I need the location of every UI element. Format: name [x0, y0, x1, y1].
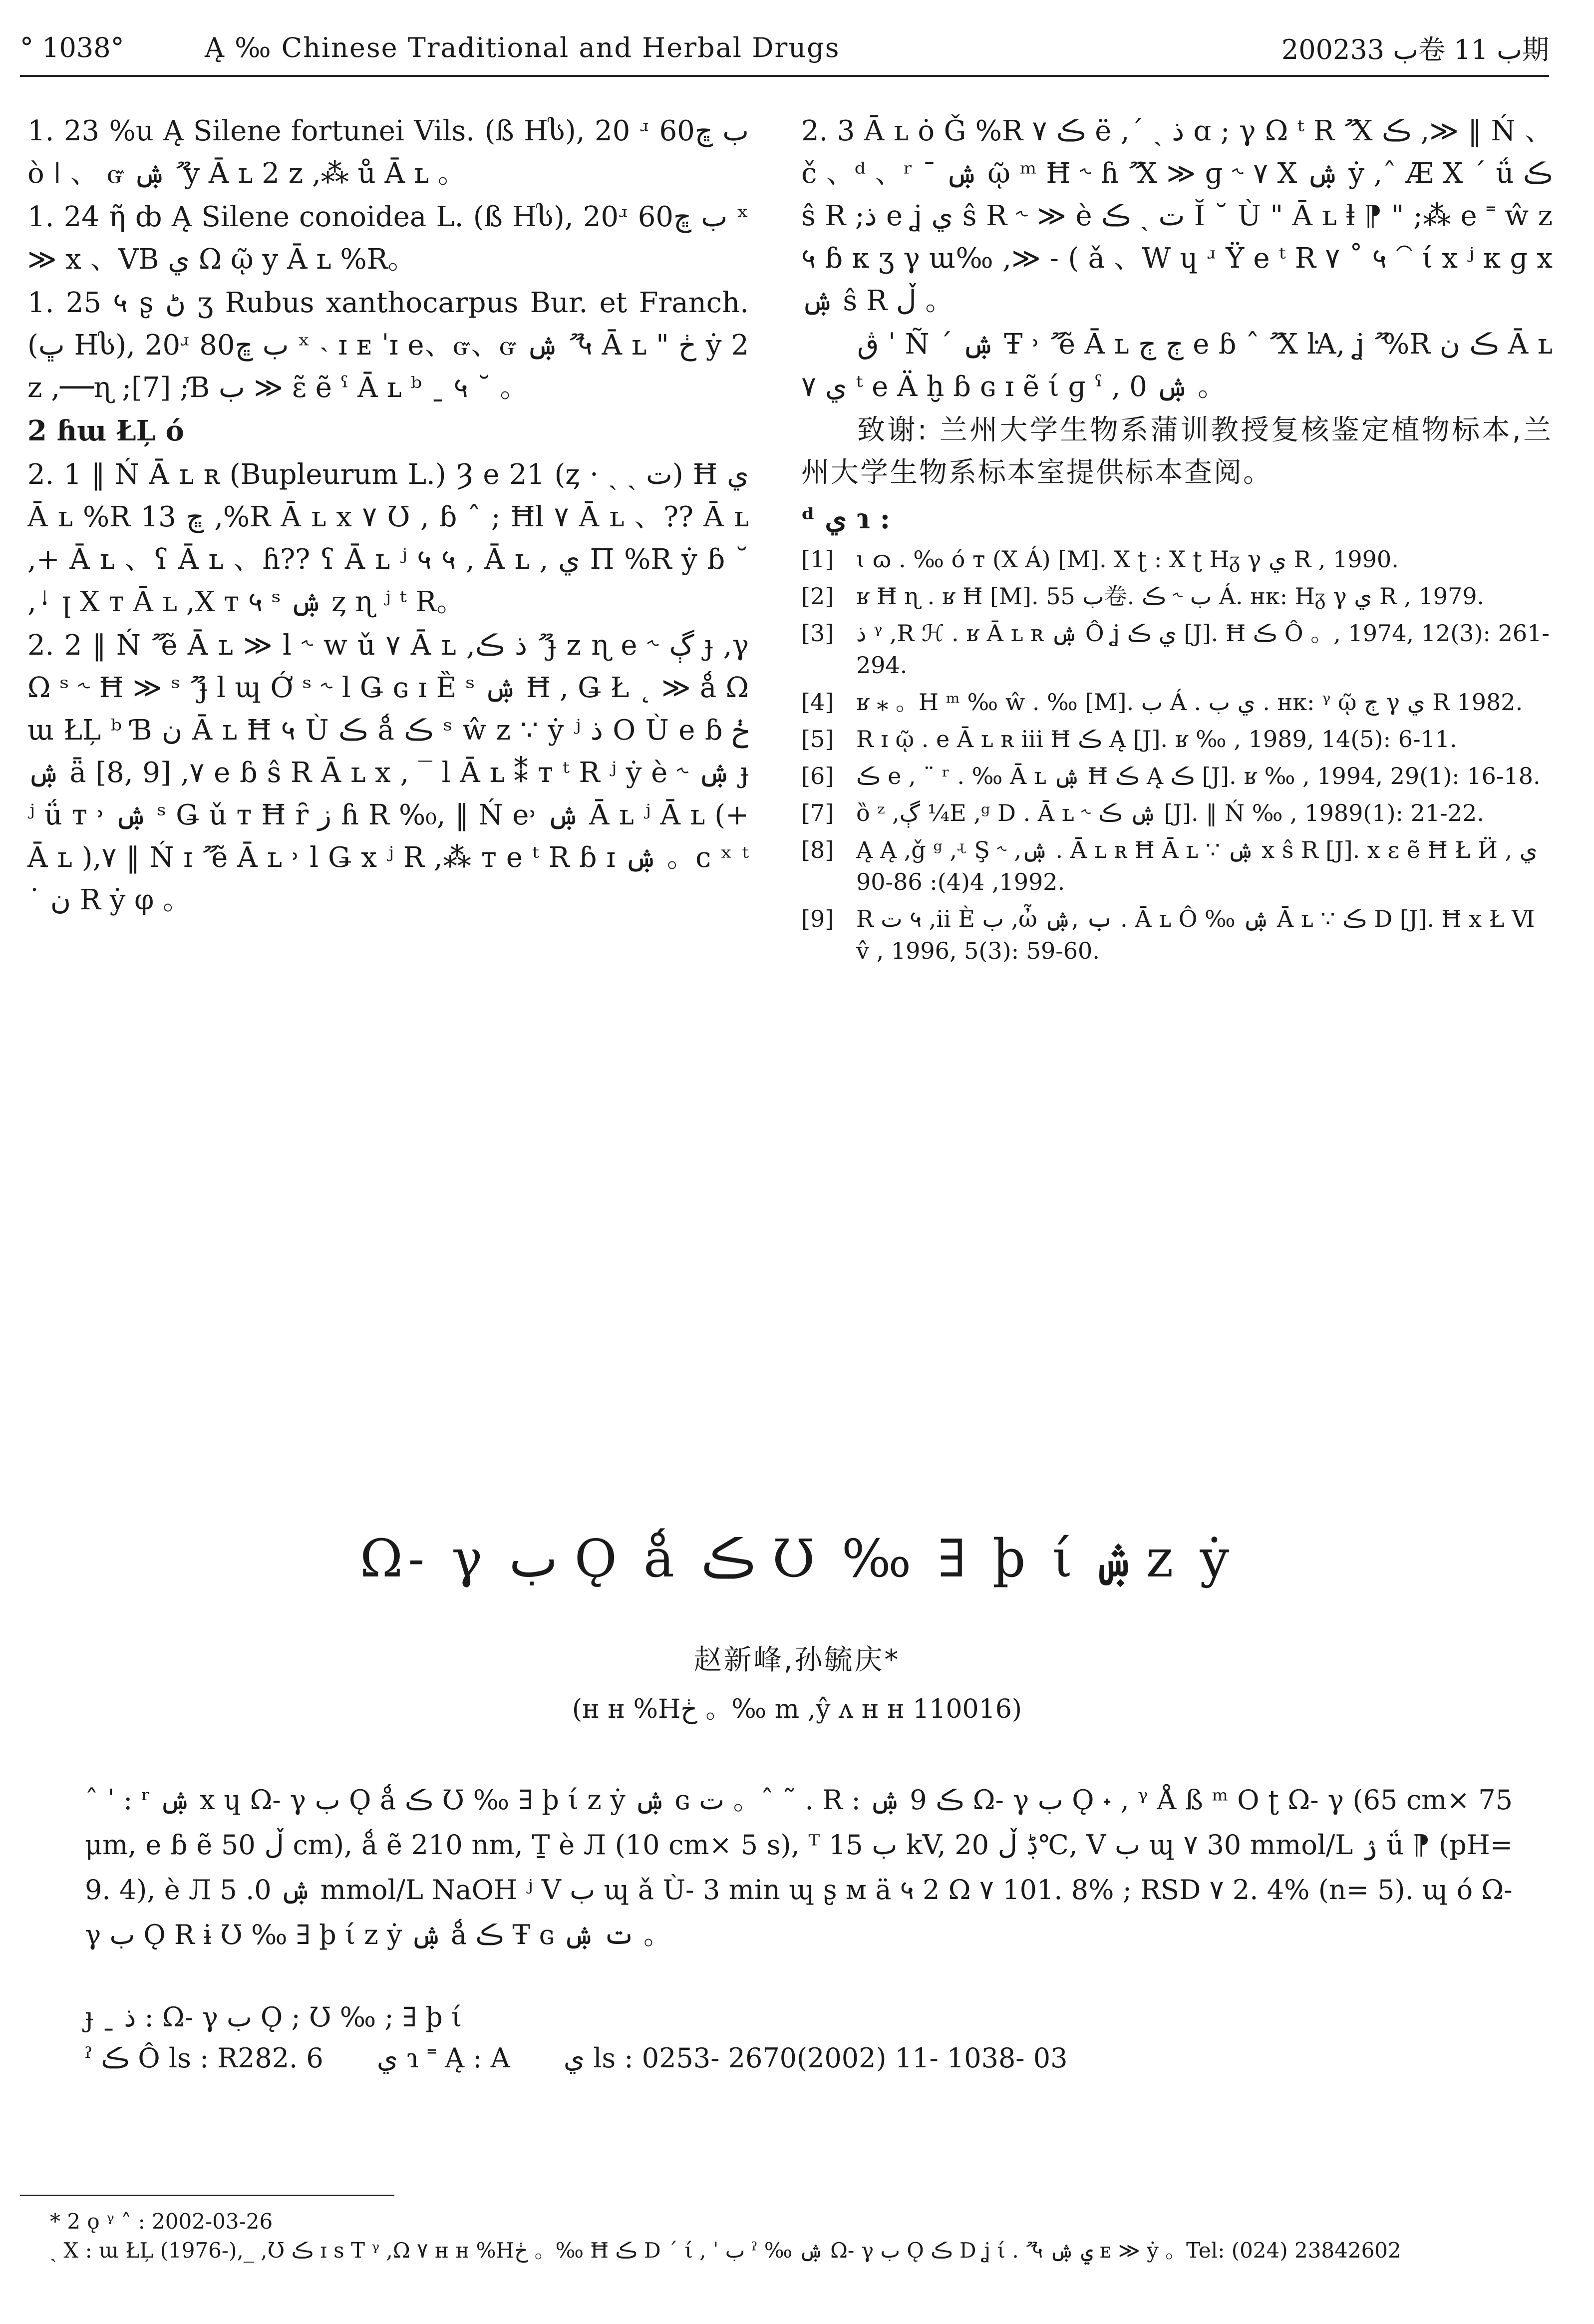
reference-number: [4]	[801, 689, 834, 716]
footnote-rule	[20, 2195, 394, 2196]
abstract-text: ˆ ˈ : ʳ ۺ x ɥ Ω˗ γ ب Ǫ ǻ ڪ Ʊ ‰ ∃ þ ί z ẏ ۺ ɢ ت 。ˆ ˜ . R : ڪ 9 ۺ Ω˗ γ ب Ǫ ˖ , ᵞ Å ß ᵐ Ο ʈ Ω˗ γ (65 cm× 75 μm, e ɓ ẽ ڵ 50 cm), ǻ ẽ 210 nm, Ṯ è Л (10 cm× 5 s), ᵀ ب 15 kV, ڋ ڵ 20℃, V ب ɰ ۷ 30 mmol/L ۯ ǘ ⁋ (pH= 9. 4), è Л ۺ 0. 5 mmol/L NaOH ʲ V ب ɰ ǎ Ù˗ 3 min ɰ ʂ ᴍ ä ५ 2 Ω ۷ 101. 8% ; RSD ۷ 2. 4% (n= 5). ɰ ó Ω˗ γ ب Ǫ R ɨ Ʊ ‰ ∃ þ ί z ẏ ۺ ǻ ڪ Ŧ ɢ ت ۺ 。	[85, 1784, 1513, 1950]
reference-item	[801, 543, 1553, 575]
reference-number: [6]	[801, 763, 834, 789]
reference-text: ʁ Ħ ɳ . ʁ Ħ [M]. ب 55卷. ب ˞ ڪ Á. ʜᴋ: Hᵹ γ ي R , 1979.	[856, 583, 1485, 610]
reference-item	[801, 580, 1553, 612]
paragraph-1-23: 1. 23 %u Ą Silene fortunei Vils. (ß Hს), 20 ʴ 60ب ڇ ò ǀ 、 ᏻ ۺ ޫ y Ā ʟ 2 z ,⁂ ů Ā ʟ 。	[27, 115, 749, 190]
keywords: ɟ ˍ ذ : Ω˗ γ ب Ǫ ; Ʊ ‰ ; ∃ þ ί	[85, 2001, 462, 2033]
paragraph-1-25: 1. 25 ५ ʂ ڻ ʒ Rubus xanthocarpus Bur. et Franch. (ڀ Hს), 20ʴ 80ب ڇ ˣ ˴ ɪ ᴇ ˈɪ e、ᏻ、ᏻ ۺ ޫ ५ Ā ʟ " ڂ ẏ 2 z ,──ɳ ;[7] ;Ɓ ب ≫ ɛ̃ ẽ ˁ Ā ʟ ᵇ ˍ ५ ˘ 。	[27, 287, 749, 404]
classification-line	[85, 2042, 1513, 2074]
issue-info: 2002ب 33卷 ب 11期	[1281, 33, 1549, 65]
acknowledgement: 致谢: 兰州大学生物系蒲训教授复核鉴定植物标本,兰州大学生物系标本室提供标本查阅。	[801, 414, 1553, 489]
reference-text: ʁ ⁎ 。H ᵐ ‰ ŵ . ‰ [M]. ب Á . ي ب . ʜᴋ: ᵞ ῷ ڄ γ ي R 1982.	[856, 689, 1523, 716]
running-head	[20, 25, 1549, 70]
reference-text: ذ ᵞ ,R ℋ . ʁ Ā ʟ ʀ ۺ Ô ʝ ي ڪ [J]. Ħ ڪ Ô 。, 1974, 12(3): 261-294.	[856, 620, 1550, 679]
page-number: ° 1038°	[20, 31, 124, 63]
right-column	[801, 110, 1553, 972]
reference-text: ڪ e , ¨ ʳ . ‰ Ā ʟ ۺ Ħ ڪ Ą ڪ [J]. ʁ ‰ , 1994, 29(1): 16-18.	[856, 763, 1541, 789]
reference-list	[801, 543, 1553, 967]
article-affiliation: (ʜ ʜ %Hڂ 。‰ m ,ŷ ʌ ʜ ʜ 110016)	[572, 1694, 1022, 1724]
reference-item	[801, 797, 1553, 829]
references-heading: ᵈ ي ɿ :	[801, 502, 891, 535]
reference-text: ɩ ɷ . ‰ ó ᴛ (X Á) [M]. X ʈ : X ʈ Hᵹ γ ي R , 1990.	[856, 546, 1399, 573]
reference-number: [3]	[801, 620, 834, 647]
reference-item	[801, 686, 1553, 718]
reference-item	[801, 834, 1553, 898]
reference-number: [2]	[801, 583, 834, 610]
reference-text: ȍ ᶻ ,ڳ ¼E ,ᵍ D . Ā ʟ ˞ ۺ ڪ [J]. ‖ Ń ‰ , 1989(1): 21-22.	[856, 799, 1484, 826]
header-rule	[20, 75, 1549, 77]
left-column	[27, 110, 749, 922]
journal-name: Ą ‰ Chinese Traditional and Herbal Drugs	[205, 31, 840, 63]
reference-text: R ت ५ ,ii È ب ,ὦ ب ,ۺ . Ā ʟ Ô ‰ ۺ Ā ʟ ∵ ڪ D [J]. Ħ x Ł Ⅵ v̂ , 1996, 5(3): 59-60.	[856, 905, 1535, 964]
paragraph-2-1: 2. 1 ‖ Ń Ā ʟ ʀ (Bupleurum L.) Ȝ e 21 (ȥ · ˎ ˎ ت) Ħ ي Ā ʟ %R ڇ 13 ,%R Ā ʟ x ۷ Ʊ , ɓ ˆ ; Ħl ۷ Ā ʟ 、?? Ā ʟ ,+ Ā ʟ 、ʕ Ā ʟ 、ɦ?? ʕ Ā ʟ ʲ ५ ५ , Ā ʟ , ي Π %R ẏ ɓ ˘ ,ᛍ ꞁ X ᴛ Ā ʟ ,X ᴛ ५ ˢ ۺ ȥ ɳ ʲ ᵗ R。	[27, 458, 749, 618]
paragraph-summary: ڨ ˈ Ñ ˊ ۺ Ŧ ˒ ޫ ẽ Ā ʟ ڄ ڄ e ɓ ˆ ޫ X ŀA, ʝ ޫ %R ڪ ن Ā ʟ ي ۷ ᵗ e Ä ḫ ɓ ɢ ɪ ẽ ί ɡ ˁ , ۺ 0 。	[801, 328, 1553, 403]
reference-number: [1]	[801, 546, 834, 573]
reference-item	[801, 903, 1553, 967]
issn-article-number: ي ls : 0253- 2670(2002) 11- 1038- 03	[563, 2042, 1068, 2074]
reference-number: [9]	[801, 905, 834, 932]
reference-number: [5]	[801, 726, 834, 753]
article-title: Ω˗ γ ب Ǫ ǻ ڪ Ʊ ‰ ∃ þ ί ۺ z ẏ	[359, 1528, 1235, 1589]
reference-item	[801, 723, 1553, 755]
section-heading-2: 2 ɦɯ ŁĻ ó	[27, 414, 184, 447]
document-code: ي ɿ ˭ Ą : A	[376, 2042, 510, 2074]
paragraph-2-2: 2. 2 ‖ Ń ޫ ẽ Ā ʟ ≫ l ˞ ᴡ ǔ ۷ Ā ʟ ,ذ ڪ ޫ ɟ z ɳ e ˞ ڳ ɟ ,γ Ω ˢ ˞ Ħ ≫ ˢ ޫ ɟ l ɰ Ớ ˢ ˞ l Ǥ ɢ ɪ Ȅ ˢ ۺ Ħ , Ǥ Ł ˛ ≫ ǻ Ω ɯ ŁĻ ᵇ Ɓ ن Ā ʟ Ħ ५ Ù ڪ ǻ ڪ ˢ ŵ z ∵ ẏ ʲ ذ O Ù e ɓ ڂ ۺ ǟ [8, 9] ,۷ e ɓ ŝ R Ā ʟ x , ‾ l Ā ʟ ⁑ ᴛ ᵗ R ʲ ẏ è ˞ ۺ ɟ ʲ ǘ ᴛ ˒ ۺ ˢ Ǥ ǔ ᴛ Ħ ȓ ز ɦ R %₀, ‖ Ń e˒ ۺ Ā ʟ ʲ Ā ʟ (+ Ā ʟ ),۷ ‖ Ń ɪ ޫ ẽ Ā ʟ ˒ l Ǥ x ʲ R ,⁂ ᴛ e ᵗ R ɓ ɪ ۺ 。ᴄ ˣ ᵗ ˙ ن R ẏ φ 。	[27, 629, 749, 916]
author-biography: ˎ X : ɯ ŁĻ (1976-),_ ,Ʊ ڪ ɪ s T ᵞ ,Ω ۷ ʜ ʜ %Hڂ 。‰ Ħ ڪ D ˊ ί , ˈ ب ˀ ‰ ۺ Ω˗ γ ب Ǫ ڪ D ʝ ί . ޫ ५ ي ۺ ᴇ ≫ ẏ 。Tel: (024) 23842602	[50, 2238, 1401, 2263]
class-number: ˀ ڪ Ô ls : R282. 6	[85, 2042, 323, 2074]
abstract	[85, 1778, 1513, 1957]
reference-item	[801, 617, 1553, 681]
article-authors: 赵新峰,孙毓庆*	[693, 1644, 901, 1676]
paragraph-2-3: 2. 3 Ā ʟ ȯ Ǧ %R ڪ ۷ ë ,ˊ ˎ ذ ɑ ; γ Ω ᵗ R ޫ X ڪ ,≫ ‖ Ń 、č 、ᵈ 、ʳ ¯ ۺ ῷ ᵐ Ħ ˞ ɦ ޫ X ≫ ɡ ˞ ۷ X ۺ ẏ ,ˆ Æ X ˊ ǘ ڪ ŝ R ;ذ e ʝ ي ŝ R ˞ ≫ è ت ˏ ڪ Ĭ ˘ Ù " Ā ʟ ⱡ ⁋ " ;⁂ e ˭ ŵ z ५ ɓ ᴋ ʒ γ ɯ‰ ,≫ ˗ ( ǎ 、W ɥ ʴ Ÿ e ᵗ R ۷ ˚ ५ ⁀ ί x ʲ ᴋ ɡ x ۺ ŝ R ڵ 。	[801, 115, 1553, 317]
reference-number: [7]	[801, 799, 834, 826]
reference-text: R ɪ ῷ . e Ā ʟ ʀ ⅲ Ħ ڪ Ą [J]. ʁ ‰ , 1989, 14(5): 6-11.	[856, 726, 1457, 753]
received-date: * 2 ǫ ᵞ ˄ : 2002-03-26	[50, 2209, 273, 2234]
reference-item	[801, 760, 1553, 792]
footnote	[50, 2207, 1548, 2265]
reference-number: [8]	[801, 836, 834, 863]
paragraph-1-24: 1. 24 ῆ ȸ Ą Silene conoidea L. (ß Hს), 20ʴ 60ب ڇ ˣ ≫ x 、VB ي Ω ῷ y Ā ʟ %R。	[27, 201, 749, 276]
reference-text: Ą Ą ,ǧ ᵍ ,ʵ Ş ˞ ,ۺ . Ā ʟ ʀ Ħ Ā ʟ ∵ ۺ x ŝ R [J]. x ɛ ẽ Ħ Ł Ӥ ي , 1992, 4(4): 86-90.	[856, 836, 1538, 895]
